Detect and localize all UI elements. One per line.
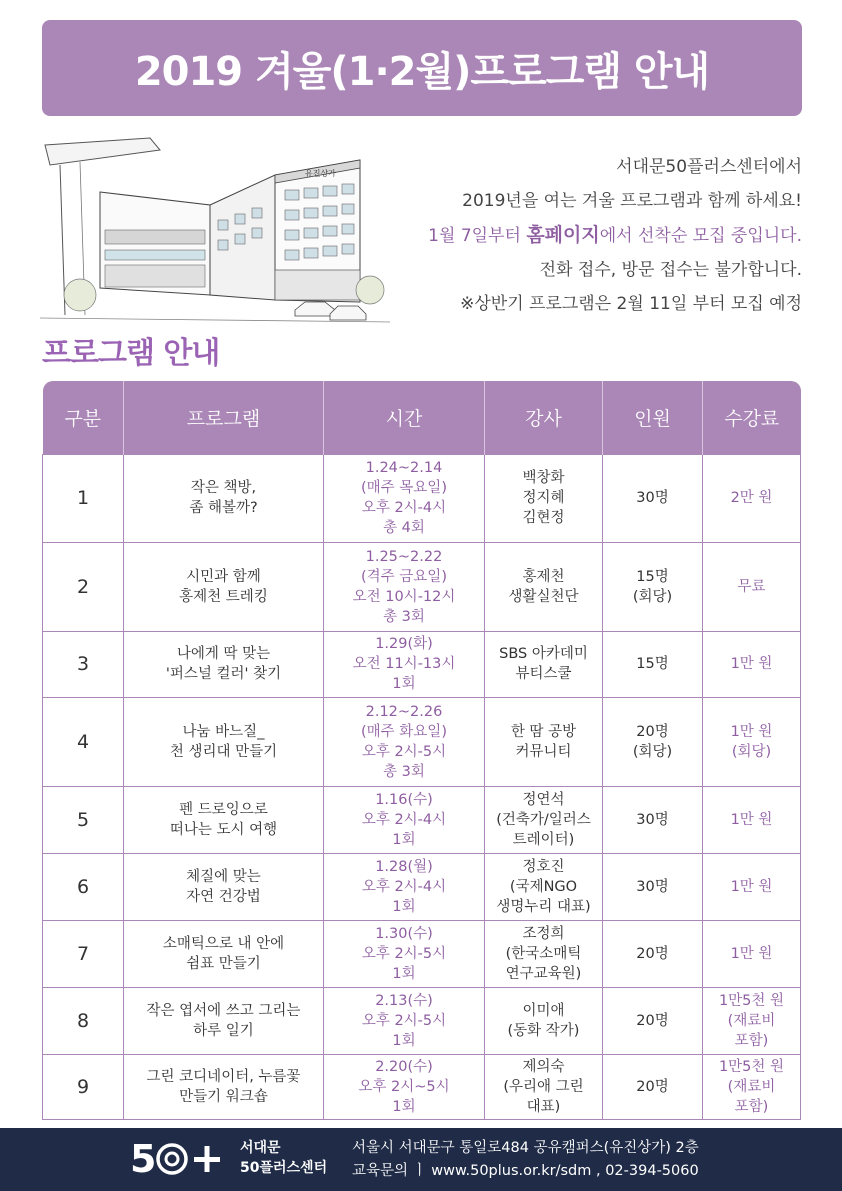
fee: 2만 원 [703, 454, 801, 542]
program-time: 2.13(수) 오후 2시-5시 1회 [324, 987, 485, 1054]
capacity: 30명 [603, 454, 703, 542]
header-capacity: 인원 [603, 381, 703, 454]
program-name: 그린 코디네이터, 누름꽃 만들기 워크숍 [124, 1054, 324, 1119]
row-number: 2 [43, 542, 124, 631]
intro-line-2: 2019년을 여는 겨울 프로그램과 함께 하세요! [462, 191, 802, 211]
instructor: 홍제천 생활실천단 [485, 542, 603, 631]
fee: 1만5천 원 (재료비 포함) [703, 987, 801, 1054]
footer-address: 서울시 서대문구 통일로484 공유캠퍼스(유진상가) 2층 [352, 1140, 699, 1156]
row-number: 9 [43, 1054, 124, 1119]
program-name: 펜 드로잉으로 떠나는 도시 여행 [124, 786, 324, 853]
fee: 1만 원 [703, 786, 801, 853]
instructor: 정호진 (국제NGO 생명누리 대표) [485, 853, 603, 920]
capacity: 20명 [603, 1054, 703, 1119]
program-name: 소매틱으로 내 안에 쉼표 만들기 [124, 920, 324, 987]
instructor: 이미애 (동화 작가) [485, 987, 603, 1054]
table-row [43, 920, 801, 987]
capacity: 30명 [603, 786, 703, 853]
program-time: 2.12~2.26 (매주 화요일) 오후 2시-5시 총 3회 [324, 697, 485, 786]
section-title: 프로그램 안내 [42, 336, 220, 371]
intro-line-3 [372, 218, 802, 253]
table-row [43, 786, 801, 853]
table-row [43, 542, 801, 631]
page-title: 2019 겨울(1·2월)프로그램 안내 [134, 48, 710, 95]
program-name: 작은 엽서에 쓰고 그리는 하루 일기 [124, 987, 324, 1054]
center-logo [130, 1136, 327, 1180]
header-fee: 수강료 [703, 381, 801, 454]
fee: 1만 원 [703, 631, 801, 697]
row-number: 8 [43, 987, 124, 1054]
intro-line-1: 서대문50플러스센터에서 [616, 157, 802, 177]
program-time: 1.28(월) 오후 2시-4시 1회 [324, 853, 485, 920]
row-number: 6 [43, 853, 124, 920]
program-name: 나에게 딱 맞는 '퍼스널 컬러' 찾기 [124, 631, 324, 697]
table-header-row [43, 381, 801, 454]
header-instructor: 강사 [485, 381, 603, 454]
capacity: 15명 [603, 631, 703, 697]
instructor: 정연석 (건축가/일러스 트레이터) [485, 786, 603, 853]
instructor: SBS 아카데미 뷰티스쿨 [485, 631, 603, 697]
instructor: 조정희 (한국소매틱 연구교육원) [485, 920, 603, 987]
instructor: 한 땀 공방 커뮤니티 [485, 697, 603, 786]
homepage-highlight: 홈페이지 [526, 224, 600, 246]
program-time: 1.29(화) 오전 11시-13시 1회 [324, 631, 485, 697]
row-number: 5 [43, 786, 124, 853]
building-sign: 유진상가 [305, 169, 336, 178]
program-name: 나눔 바느질_ 천 생리대 만들기 [124, 697, 324, 786]
row-number: 1 [43, 454, 124, 542]
capacity: 30명 [603, 853, 703, 920]
intro-text [372, 150, 802, 321]
instructor: 백창화 정지혜 김현정 [485, 454, 603, 542]
program-time: 1.16(수) 오후 2시-4시 1회 [324, 786, 485, 853]
row-number: 3 [43, 631, 124, 697]
fee: 무료 [703, 542, 801, 631]
fee: 1만 원 [703, 853, 801, 920]
footer-info [352, 1137, 699, 1183]
program-name: 작은 책방, 좀 해볼까? [124, 454, 324, 542]
program-name: 시민과 함께 홍제천 트레킹 [124, 542, 324, 631]
row-number: 7 [43, 920, 124, 987]
logo-mark-icon [130, 1136, 230, 1180]
header-time: 시간 [324, 381, 485, 454]
program-time: 2.20(수) 오후 2시~5시 1회 [324, 1054, 485, 1119]
fee: 1만5천 원 (재료비 포함) [703, 1054, 801, 1119]
table-row [43, 1054, 801, 1119]
footer-contact: 교육문의 ㅣ www.50plus.or.kr/sdm , 02-394-5060 [352, 1163, 699, 1179]
intro-line-4: 전화 접수, 방문 접수는 불가합니다. [539, 260, 802, 280]
intro-line-5: ※상반기 프로그램은 2월 11일 부터 모집 예정 [460, 294, 802, 314]
capacity: 20명 [603, 987, 703, 1054]
footer [0, 1128, 842, 1191]
program-time: 1.24~2.14 (매주 목요일) 오후 2시-4시 총 4회 [324, 454, 485, 542]
capacity: 15명 (회당) [603, 542, 703, 631]
program-table [42, 381, 800, 1120]
table-row [43, 631, 801, 697]
header-program: 프로그램 [124, 381, 324, 454]
table-row [43, 697, 801, 786]
fee: 1만 원 [703, 920, 801, 987]
center-name: 서대문 50플러스센터 [240, 1140, 328, 1176]
program-time: 1.30(수) 오후 2시-5시 1회 [324, 920, 485, 987]
intro-line-3-pre: 1월 7일부터 [428, 226, 527, 246]
header-no: 구분 [43, 381, 124, 454]
fee: 1만 원 (회당) [703, 697, 801, 786]
table-row [43, 454, 801, 542]
program-name: 체질에 맞는 자연 건강법 [124, 853, 324, 920]
svg-text:5: 5 [130, 1137, 157, 1180]
capacity: 20명 [603, 920, 703, 987]
title-banner [42, 20, 802, 116]
intro-line-3-post: 에서 선착순 모집 중입니다. [599, 226, 802, 246]
row-number: 4 [43, 697, 124, 786]
instructor: 제의숙 (우리애 그린 대표) [485, 1054, 603, 1119]
table-row [43, 987, 801, 1054]
table-row [43, 853, 801, 920]
program-time: 1.25~2.22 (격주 금요일) 오전 10시-12시 총 3회 [324, 542, 485, 631]
building-illustration [40, 130, 390, 330]
building-sketch [40, 130, 390, 330]
capacity: 20명 (회당) [603, 697, 703, 786]
